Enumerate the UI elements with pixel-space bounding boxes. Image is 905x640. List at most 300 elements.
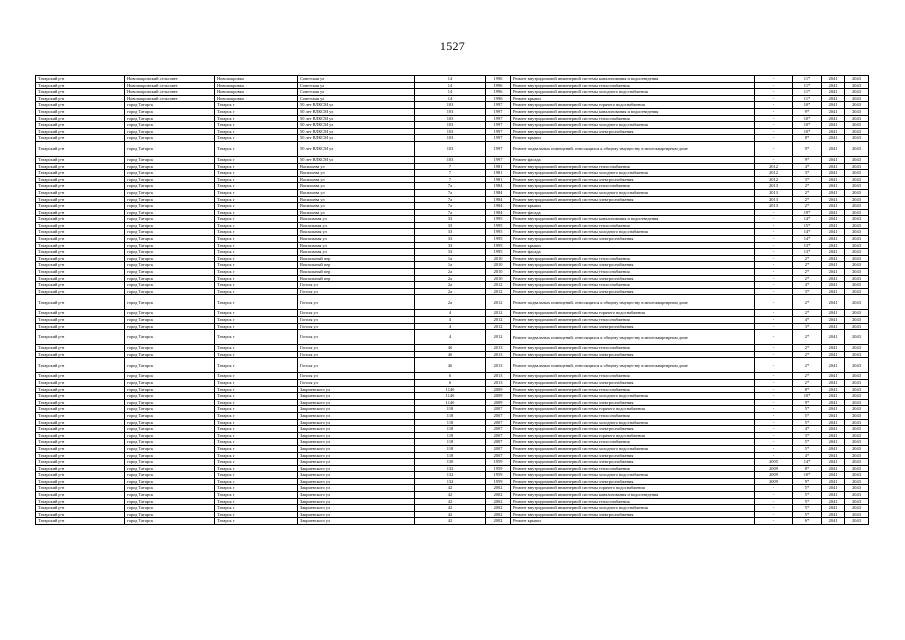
work-type-cell: Ремонт внутридомовой инженерной системы канализования и водоотведения [511,216,755,223]
start-year-cell: 2041 [822,373,845,380]
street-cell: Вокзальный пер [298,275,415,282]
start-year-cell: 2041 [822,379,845,386]
work-type-cell: Ремонт внутридомовой инженерной системы теплоснабжения [511,255,755,262]
street-cell: Вокзальная ул [298,242,415,249]
last-repair-year-cell: - [755,323,793,330]
last-repair-year-cell: - [755,393,793,400]
street-cell: Закриевского ул [298,518,415,525]
build-year-cell: 2002 [486,518,511,525]
plan-cell: 14* [793,459,822,466]
locality-cell: Татарск г [215,236,298,243]
locality-cell: Новопокровка [215,95,298,102]
settlement-cell: город Татарск [125,465,215,472]
table-row [36,183,869,190]
street-cell: Гоголя ул [298,323,415,330]
street-cell: Вокзальная ул [298,229,415,236]
build-year-cell: 2012 [486,310,511,317]
street-cell: Закриевского ул [298,399,415,406]
street-cell: Закриевского ул [298,393,415,400]
locality-cell: Татарск г [215,156,298,163]
district-cell: Татарский р-н [36,439,125,446]
street-cell: Васильева ул [298,183,415,190]
last-repair-year-cell: - [755,358,793,373]
end-year-cell: 2043 [845,156,869,163]
build-year-cell: 2007 [486,452,511,459]
work-type-cell: Ремонт крыши [511,135,755,142]
last-repair-year-cell: 2012 [755,176,793,183]
street-cell: Гоголя ул [298,288,415,295]
street-cell: Закриевского ул [298,432,415,439]
district-cell: Татарский р-н [36,209,125,216]
house-number-cell: 33 [415,229,486,236]
start-year-cell: 2041 [822,209,845,216]
house-number-cell: 14 [415,82,486,89]
locality-cell: Татарск г [215,196,298,203]
district-cell: Татарский р-н [36,216,125,223]
street-cell: Вокзальная ул [298,216,415,223]
table-row [36,412,869,419]
settlement-cell: город Татарск [125,439,215,446]
locality-cell: Татарск г [215,379,298,386]
district-cell: Татарский р-н [36,386,125,393]
house-number-cell: 7 [415,176,486,183]
build-year-cell: 2002 [486,485,511,492]
end-year-cell: 2043 [845,108,869,115]
start-year-cell: 2041 [822,412,845,419]
locality-cell: Татарск г [215,275,298,282]
build-year-cell: 1995 [486,249,511,256]
street-cell: Вокзальный пер [298,262,415,269]
end-year-cell: 2043 [845,128,869,135]
last-repair-year-cell: - [755,345,793,352]
end-year-cell: 2043 [845,452,869,459]
house-number-cell: 1а [415,262,486,269]
end-year-cell: 2043 [845,275,869,282]
last-repair-year-cell: - [755,412,793,419]
plan-cell: 11* [793,95,822,102]
plan-cell: 5* [793,445,822,452]
end-year-cell: 2043 [845,445,869,452]
district-cell: Татарский р-н [36,222,125,229]
district-cell: Татарский р-н [36,163,125,170]
start-year-cell: 2041 [822,255,845,262]
table-row [36,452,869,459]
end-year-cell: 2043 [845,511,869,518]
table-row [36,108,869,115]
build-year-cell: 2009 [486,399,511,406]
last-repair-year-cell: - [755,269,793,276]
last-repair-year-cell: - [755,399,793,406]
house-number-cell: 4б [415,351,486,358]
start-year-cell: 2041 [822,156,845,163]
end-year-cell: 2043 [845,183,869,190]
work-type-cell: Ремонт внутридомовой инженерной системы холодного водоснабжения [511,89,755,96]
house-number-cell: 2а [415,295,486,310]
street-cell: Закриевского ул [298,419,415,426]
start-year-cell: 2041 [822,478,845,485]
district-cell: Татарский р-н [36,406,125,413]
start-year-cell: 2041 [822,432,845,439]
locality-cell: Татарск г [215,406,298,413]
work-type-cell: Ремонт внутридомовой инженерной системы холодного водоснабжения [511,472,755,479]
last-repair-year-cell: - [755,141,793,156]
district-cell: Татарский р-н [36,82,125,89]
build-year-cell: 1997 [486,108,511,115]
end-year-cell: 2043 [845,82,869,89]
locality-cell: Татарск г [215,135,298,142]
start-year-cell: 2041 [822,189,845,196]
last-repair-year-cell: - [755,498,793,505]
settlement-cell: город Татарск [125,511,215,518]
start-year-cell: 2041 [822,393,845,400]
settlement-cell: город Татарск [125,288,215,295]
settlement-cell: город Татарск [125,135,215,142]
house-number-cell: 114б [415,393,486,400]
plan-cell: 13* [793,249,822,256]
work-type-cell: Ремонт крыши [511,203,755,210]
build-year-cell: 2012 [486,323,511,330]
locality-cell: Татарск г [215,295,298,310]
start-year-cell: 2041 [822,275,845,282]
house-number-cell: 7а [415,196,486,203]
street-cell: 50 лет ВЛКСМ ул [298,115,415,122]
work-type-cell: Ремонт внутридомовой инженерной системы теплоснабжения [511,163,755,170]
district-cell: Татарский р-н [36,282,125,289]
plan-cell: 2* [793,262,822,269]
plan-cell: 2* [793,183,822,190]
plan-cell: 5* [793,498,822,505]
locality-cell: Татарск г [215,393,298,400]
street-cell: Гоголя ул [298,310,415,317]
table-row [36,358,869,373]
end-year-cell: 2043 [845,122,869,129]
settlement-cell: город Татарск [125,209,215,216]
build-year-cell: 1981 [486,163,511,170]
end-year-cell: 2043 [845,115,869,122]
last-repair-year-cell: - [755,222,793,229]
end-year-cell: 2043 [845,465,869,472]
end-year-cell: 2043 [845,163,869,170]
district-cell: Татарский р-н [36,262,125,269]
district-cell: Татарский р-н [36,498,125,505]
table-row [36,399,869,406]
last-repair-year-cell: 2013 [755,189,793,196]
plan-cell: 19* [793,209,822,216]
work-type-cell: Ремонт внутридомовой инженерной системы канализования и водоотведения [511,492,755,499]
last-repair-year-cell: - [755,439,793,446]
start-year-cell: 2041 [822,317,845,324]
settlement-cell: город Татарск [125,393,215,400]
last-repair-year-cell: 2013 [755,203,793,210]
start-year-cell: 2041 [822,108,845,115]
locality-cell: Татарск г [215,386,298,393]
house-number-cell: 114б [415,399,486,406]
build-year-cell: 2009 [486,393,511,400]
plan-cell: 8* [793,465,822,472]
build-year-cell: 1984 [486,203,511,210]
plan-cell: 9* [793,399,822,406]
build-year-cell: 1997 [486,135,511,142]
plan-cell: 6* [793,518,822,525]
street-cell: Вокзальный пер [298,255,415,262]
settlement-cell: город Татарск [125,222,215,229]
district-cell: Татарский р-н [36,399,125,406]
plan-cell: 11* [793,82,822,89]
work-type-cell: Ремонт подвальных помещений, относящихся к общему имуществу в многоквартирном доме [511,358,755,373]
build-year-cell: 1984 [486,196,511,203]
house-number-cell: 4б [415,345,486,352]
build-year-cell: 2007 [486,426,511,433]
build-year-cell: 1996 [486,95,511,102]
district-cell: Татарский р-н [36,242,125,249]
build-year-cell: 1997 [486,156,511,163]
last-repair-year-cell: - [755,262,793,269]
plan-cell: 2* [793,196,822,203]
start-year-cell: 2041 [822,406,845,413]
street-cell: 50 лет ВЛКСМ ул [298,141,415,156]
settlement-cell: город Татарск [125,310,215,317]
locality-cell: Татарск г [215,242,298,249]
locality-cell: Татарск г [215,122,298,129]
work-type-cell: Ремонт внутридомовой инженерной системы горячего водоснабжения [511,485,755,492]
plan-cell: 4* [793,317,822,324]
settlement-cell: город Татарск [125,216,215,223]
build-year-cell: 2013 [486,379,511,386]
locality-cell: Татарск г [215,189,298,196]
locality-cell: Татарск г [215,216,298,223]
last-repair-year-cell: - [755,122,793,129]
last-repair-year-cell: - [755,379,793,386]
locality-cell: Татарск г [215,269,298,276]
build-year-cell: 1995 [486,242,511,249]
locality-cell: Татарск г [215,452,298,459]
street-cell: Закриевского ул [298,465,415,472]
plan-cell: 5* [793,511,822,518]
plan-cell: 4* [793,452,822,459]
page-number: 1527 [439,39,466,53]
build-year-cell: 2012 [486,282,511,289]
locality-cell: Татарск г [215,282,298,289]
plan-cell: 9* [793,108,822,115]
street-cell: Гоголя ул [298,351,415,358]
plan-cell: 8* [793,135,822,142]
house-number-cell: 14 [415,89,486,96]
street-cell: Советская ул [298,95,415,102]
house-number-cell: 33 [415,242,486,249]
end-year-cell: 2043 [845,288,869,295]
district-cell: Татарский р-н [36,393,125,400]
work-type-cell: Ремонт внутридомовой инженерной системы электроснабжения [511,426,755,433]
start-year-cell: 2041 [822,249,845,256]
table-row [36,310,869,317]
work-type-cell: Ремонт фасада [511,209,755,216]
locality-cell: Татарск г [215,203,298,210]
table-row [36,478,869,485]
last-repair-year-cell: - [755,102,793,109]
work-type-cell: Ремонт внутридомовой инженерной системы холодного водоснабжения [511,229,755,236]
last-repair-year-cell: - [755,330,793,345]
plan-cell: 3* [793,288,822,295]
settlement-cell: город Татарск [125,419,215,426]
street-cell: Вокзальная ул [298,222,415,229]
street-cell: Гоголя ул [298,317,415,324]
build-year-cell: 1995 [486,229,511,236]
street-cell: Советская ул [298,89,415,96]
work-type-cell: Ремонт внутридомовой инженерной системы теплоснабжения [511,222,755,229]
district-cell: Татарский р-н [36,412,125,419]
settlement-cell: Новопокровский сельсовет [125,95,215,102]
start-year-cell: 2041 [822,128,845,135]
settlement-cell: город Татарск [125,498,215,505]
last-repair-year-cell: - [755,288,793,295]
work-type-cell: Ремонт внутридомовой инженерной системы электроснабжения [511,478,755,485]
last-repair-year-cell: - [755,156,793,163]
last-repair-year-cell: - [755,492,793,499]
table-row [36,170,869,177]
start-year-cell: 2041 [822,439,845,446]
settlement-cell: город Татарск [125,323,215,330]
start-year-cell: 2041 [822,472,845,479]
plan-cell: 5* [793,412,822,419]
end-year-cell: 2043 [845,317,869,324]
build-year-cell: 2007 [486,406,511,413]
district-cell: Татарский р-н [36,156,125,163]
last-repair-year-cell: - [755,485,793,492]
start-year-cell: 2041 [822,426,845,433]
table-row [36,330,869,345]
start-year-cell: 2041 [822,222,845,229]
district-cell: Татарский р-н [36,183,125,190]
house-number-cell: 103 [415,115,486,122]
table-row [36,505,869,512]
work-type-cell: Ремонт внутридомовой инженерной системы электроснабжения [511,236,755,243]
plan-cell: 14* [793,236,822,243]
locality-cell: Татарск г [215,108,298,115]
house-number-cell: 2а [415,282,486,289]
end-year-cell: 2043 [845,386,869,393]
last-repair-year-cell: - [755,128,793,135]
district-cell: Татарский р-н [36,317,125,324]
plan-cell: 10* [793,472,822,479]
street-cell: Васильева ул [298,163,415,170]
house-number-cell: 118 [415,432,486,439]
street-cell: Закриевского ул [298,459,415,466]
settlement-cell: город Татарск [125,196,215,203]
last-repair-year-cell: - [755,386,793,393]
start-year-cell: 2041 [822,95,845,102]
settlement-cell: город Татарск [125,459,215,466]
table-row [36,115,869,122]
end-year-cell: 2043 [845,189,869,196]
locality-cell: Татарск г [215,222,298,229]
plan-cell: 9* [793,156,822,163]
work-type-cell: Ремонт внутридомовой инженерной системы теплоснабжения [511,498,755,505]
house-number-cell: 4 [415,323,486,330]
house-number-cell: 103 [415,128,486,135]
district-cell: Татарский р-н [36,95,125,102]
district-cell: Татарский р-н [36,445,125,452]
district-cell: Татарский р-н [36,115,125,122]
street-cell: Гоголя ул [298,295,415,310]
settlement-cell: город Татарск [125,432,215,439]
house-number-cell: 118 [415,439,486,446]
start-year-cell: 2041 [822,141,845,156]
end-year-cell: 2043 [845,295,869,310]
build-year-cell: 2010 [486,262,511,269]
build-year-cell: 1984 [486,189,511,196]
house-number-cell: 4б [415,358,486,373]
end-year-cell: 2043 [845,393,869,400]
plan-cell: 10* [793,102,822,109]
table-row [36,209,869,216]
plan-cell: 10* [793,115,822,122]
street-cell: Гоголя ул [298,373,415,380]
district-cell: Татарский р-н [36,102,125,109]
plan-cell: 10* [793,128,822,135]
settlement-cell: город Татарск [125,156,215,163]
start-year-cell: 2041 [822,445,845,452]
house-number-cell: 118 [415,412,486,419]
district-cell: Татарский р-н [36,275,125,282]
locality-cell: Татарск г [215,492,298,499]
start-year-cell: 2041 [822,236,845,243]
settlement-cell: город Татарск [125,275,215,282]
settlement-cell: город Татарск [125,358,215,373]
last-repair-year-cell: - [755,242,793,249]
house-number-cell: 118 [415,445,486,452]
table-row [36,102,869,109]
table-row [36,492,869,499]
end-year-cell: 2043 [845,310,869,317]
start-year-cell: 2041 [822,505,845,512]
district-cell: Татарский р-н [36,485,125,492]
end-year-cell: 2043 [845,472,869,479]
district-cell: Татарский р-н [36,511,125,518]
work-type-cell: Ремонт внутридомовой инженерной системы канализования и водоотведения [511,108,755,115]
work-type-cell: Ремонт внутридомовой инженерной системы холодного водоснабжения [511,122,755,129]
build-year-cell: 1981 [486,170,511,177]
end-year-cell: 2043 [845,141,869,156]
end-year-cell: 2043 [845,282,869,289]
end-year-cell: 2043 [845,236,869,243]
work-type-cell: Ремонт внутридомовой инженерной системы холодного водоснабжения [511,505,755,512]
end-year-cell: 2043 [845,478,869,485]
district-cell: Татарский р-н [36,76,125,83]
settlement-cell: город Татарск [125,141,215,156]
end-year-cell: 2043 [845,379,869,386]
last-repair-year-cell: - [755,406,793,413]
district-cell: Татарский р-н [36,295,125,310]
last-repair-year-cell: - [755,432,793,439]
plan-cell: 2* [793,330,822,345]
work-type-cell: Ремонт крыши [511,518,755,525]
last-repair-year-cell: 2009 [755,465,793,472]
build-year-cell: 2013 [486,358,511,373]
district-cell: Татарский р-н [36,373,125,380]
locality-cell: Татарск г [215,505,298,512]
last-repair-year-cell: - [755,209,793,216]
table-row [36,156,869,163]
settlement-cell: город Татарск [125,282,215,289]
last-repair-year-cell: - [755,76,793,83]
settlement-cell: город Татарск [125,108,215,115]
table-row [36,82,869,89]
street-cell: Закриевского ул [298,452,415,459]
work-type-cell: Ремонт внутридомовой инженерной системы электроснабжения [511,452,755,459]
end-year-cell: 2043 [845,439,869,446]
work-type-cell: Ремонт внутридомовой инженерной системы теплоснабжения [511,115,755,122]
house-number-cell: 33 [415,216,486,223]
